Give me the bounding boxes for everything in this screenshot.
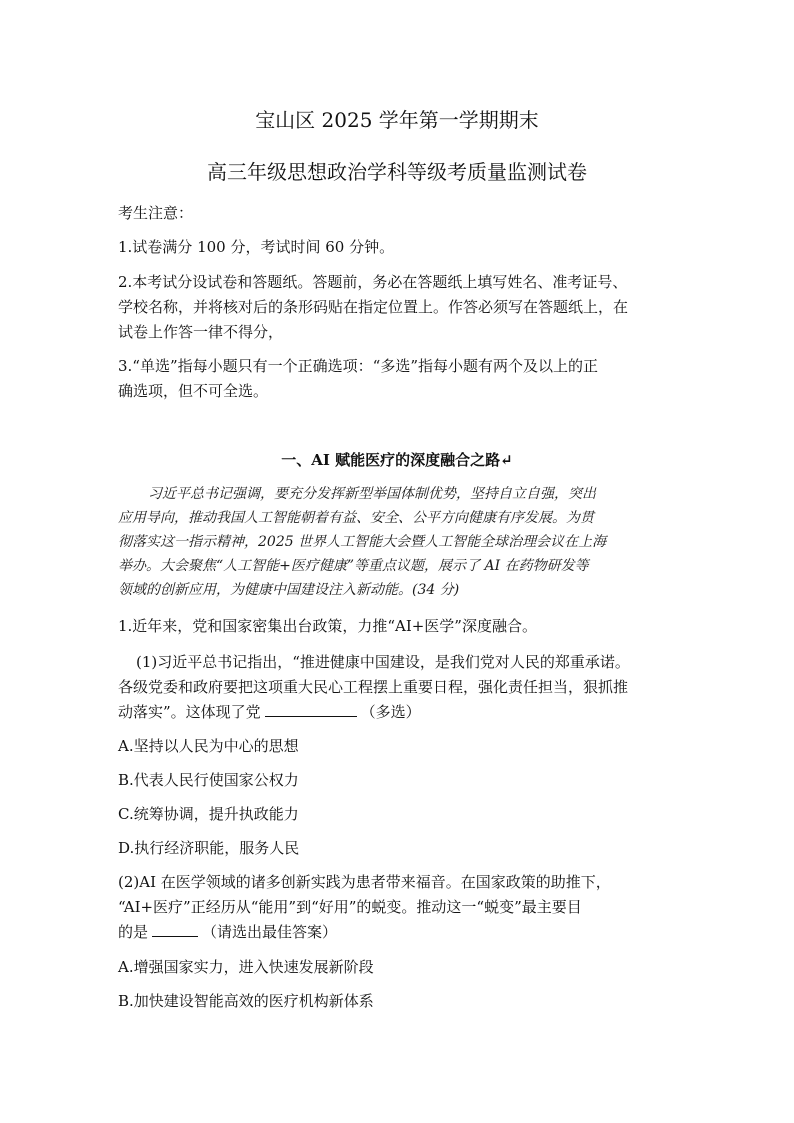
- option-2-b: B.加快建设智能高效的医疗机构新体系: [118, 992, 374, 1010]
- sub1-line3-suffix: （多选）: [360, 703, 421, 721]
- notice-item-3-line1: 3.“单选”指每小题只有一个正确选项：“多选”指每小题有两个及以上的正: [118, 357, 598, 375]
- section-heading: 一、AI 赋能医疗的深度融合之路↵: [281, 451, 513, 469]
- notice-item-2-line1: 2.本考试分设试卷和答题纸。答题前，务必在答题纸上填写姓名、准考证号、: [118, 273, 628, 291]
- notice-item-1: 1.试卷满分 100 分，考试时间 60 分钟。: [118, 238, 395, 256]
- exam-title-line2: 高三年级思想政治学科等级考质量监测试卷: [207, 160, 587, 184]
- question1-stem: 1.近年来，党和国家密集出台政策，力推“AI+医学”深度融合。: [118, 617, 537, 635]
- sub2-line3-prefix: 的是: [118, 923, 149, 941]
- question1-sub1-line2: 各级党委和政府要把这项重大民心工程摆上重要日程，强化责任担当，狠抓推: [118, 678, 629, 696]
- sub1-line3-prefix: 动落实”。这体现了党: [118, 703, 261, 721]
- intro-line-3: 彻落实这一指示精神，2025 世界人工智能大会暨人工智能全球治理会议在上海: [118, 534, 607, 550]
- notice-item-2-line3: 试卷上作答一律不得分，: [118, 323, 284, 341]
- answer-blank-1[interactable]: [265, 702, 357, 717]
- question1-sub1-line1: (1)习近平总书记指出，“推进健康中国建设，是我们党对人民的郑重承诺。: [136, 653, 630, 671]
- exam-title-line1: 宝山区 2025 学年第一学期期末: [255, 108, 539, 132]
- option-1-d: D.执行经济职能，服务人民: [118, 839, 300, 857]
- option-2-a: A.增强国家实力，进入快速发展新阶段: [118, 958, 374, 976]
- question1-sub1-line3: [118, 699, 678, 725]
- question1-sub2-line1: (2)AI 在医学领域的诸多创新实践为患者带来福音。在国家政策的助推下，: [118, 873, 611, 891]
- notice-item-3-line2: 确选项，但不可全选。: [118, 382, 269, 400]
- answer-blank-2[interactable]: [152, 922, 198, 937]
- question1-sub2-line3: [118, 919, 678, 945]
- question1-sub2-line2: “AI+医疗”正经历从“能用”到“好用”的蜕变。推动这一“蜕变”最主要目: [118, 898, 582, 916]
- option-1-b: B.代表人民行使国家公权力: [118, 771, 299, 789]
- intro-line-4: 举办。大会聚焦“人工智能+医疗健康”等重点议题，展示了 AI 在药物研发等: [118, 558, 589, 574]
- option-1-c: C.统筹协调，提升执政能力: [118, 805, 299, 823]
- notice-heading: 考生注意：: [118, 204, 194, 222]
- sub2-line3-suffix: （请选出最佳答案）: [202, 923, 338, 941]
- section-intro: [118, 482, 678, 602]
- intro-line-1: 习近平总书记强调，要充分发挥新型举国体制优势，坚持自立自强，突出: [148, 486, 596, 502]
- option-1-a: A.坚持以人民为中心的思想: [118, 737, 299, 755]
- intro-line-2: 应用导向，推动我国人工智能朝着有益、安全、公平方向健康有序发展。为贯: [118, 510, 594, 526]
- intro-line-5: 领域的创新应用，为健康中国建设注入新动能。(34 分): [118, 582, 460, 598]
- notice-item-2-line2: 学校名称，并将核对后的条形码贴在指定位置上。作答必须写在答题纸上，在: [118, 298, 629, 316]
